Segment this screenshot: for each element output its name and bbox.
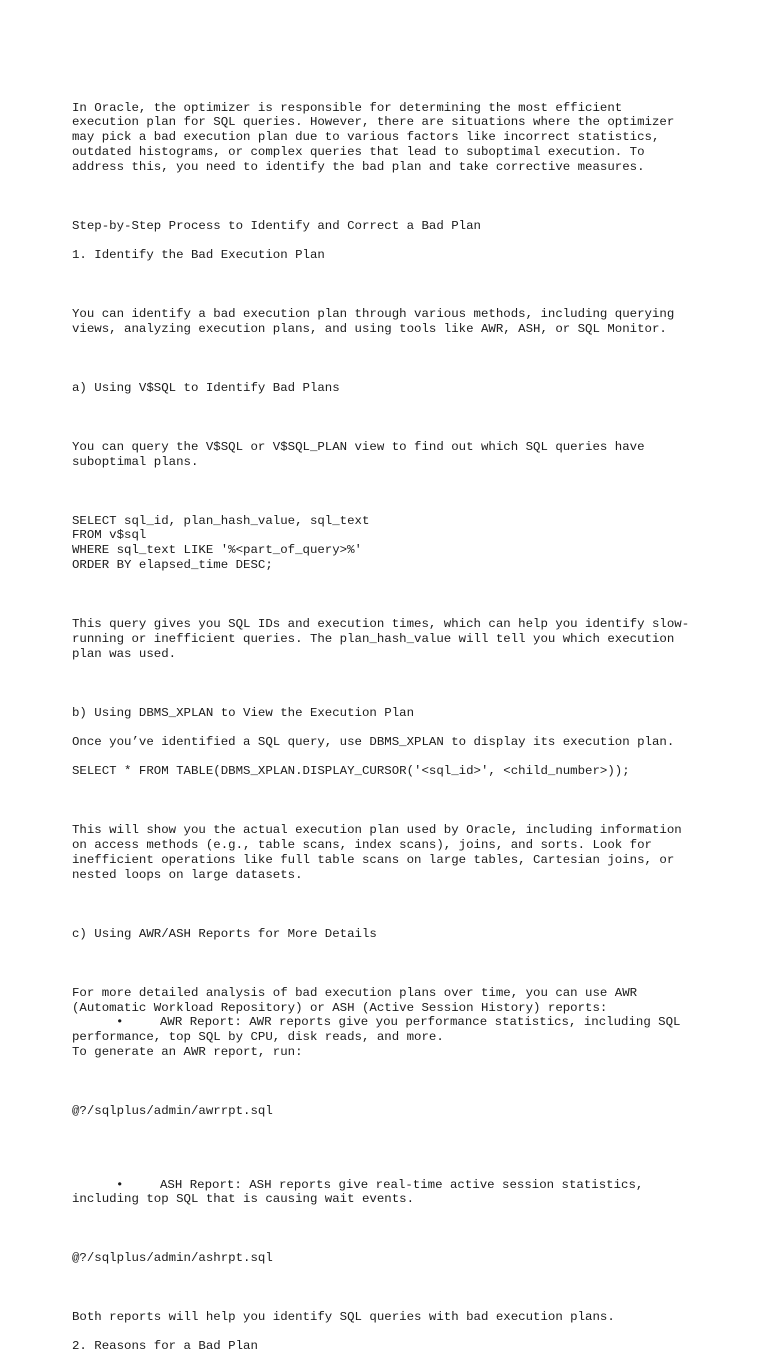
spacer (72, 1133, 722, 1148)
text-line: address this, you need to identify the bad plan and take corrective measures. (72, 159, 645, 174)
ash-command: @?/sqlplus/admin/ashrpt.sql (72, 1251, 273, 1266)
bullet-text: ASH Report: ASH reports give real-time active session statistics, (160, 1177, 644, 1192)
reports-summary: Both reports will help you identify SQL queries with bad execution plans. (72, 1310, 615, 1325)
text-line: In Oracle, the optimizer is responsible for determining the most efficient (72, 100, 623, 115)
intro-paragraph (72, 71, 722, 204)
awr-bullet-line (72, 1015, 722, 1030)
process-heading: Step-by-Step Process to Identify and Correct a Bad Plan (72, 218, 481, 233)
section1-heading: 1. Identify the Bad Execution Plan (72, 248, 325, 263)
bullet-icon: • (116, 1177, 124, 1192)
text-line: execution plan for SQL queries. However, there are situations where the optimizer (72, 115, 675, 130)
awr-command: @?/sqlplus/admin/awrrpt.sql (72, 1103, 273, 1118)
text-line: To generate an AWR report, run: (72, 1044, 303, 1059)
text-line: This will show you the actual execution plan used by Oracle, including information (72, 823, 682, 838)
section1-intro (72, 278, 722, 367)
sub-a-explanation (72, 587, 722, 691)
text-line: nested loops on large datasets. (72, 867, 303, 882)
code-line: WHERE sql_text LIKE '%<part_of_query>%' (72, 543, 362, 558)
text-line: You can identify a bad execution plan through various methods, including querying (72, 307, 675, 322)
sub-b-code-block (72, 764, 722, 779)
spacer (72, 1281, 722, 1310)
sub-b-heading: b) Using DBMS_XPLAN to View the Execution Plan (72, 705, 415, 720)
text-line: suboptimal plans. (72, 454, 199, 469)
sub-a-intro (72, 410, 722, 499)
bullet-text: AWR Report: AWR reports give you performance statistics, including SQL (160, 1015, 681, 1030)
text-line: For more detailed analysis of bad execution plans over time, you can use AWR (72, 985, 638, 1000)
sub-c-intro-and-awr (72, 956, 722, 1089)
text-line: (Automatic Workload Repository) or ASH (Active Session History) reports: (72, 1000, 608, 1015)
ash-bullet-line (72, 1178, 722, 1193)
code-line: ORDER BY elapsed_time DESC; (72, 558, 273, 573)
text-line: plan was used. (72, 646, 177, 661)
text-line: You can query the V$SQL or V$SQL_PLAN view to find out which SQL queries have (72, 439, 645, 454)
text-line: running or inefficient queries. The plan_hash_value will tell you which execution (72, 631, 675, 646)
code-line: SELECT sql_id, plan_hash_value, sql_text (72, 513, 370, 528)
sub-b-explanation (72, 794, 722, 912)
code-line: SELECT * FROM TABLE(DBMS_XPLAN.DISPLAY_CURSOR('<sql_id>', <child_number>)); (72, 764, 630, 779)
text-line: on access methods (e.g., table scans, index scans), joins, and sorts. Look for (72, 838, 652, 853)
text-line: including top SQL that is causing wait events. (72, 1192, 415, 1207)
sub-a-heading: a) Using V$SQL to Identify Bad Plans (72, 380, 340, 395)
section2-heading: 2. Reasons for a Bad Plan (72, 1339, 258, 1354)
text-line: outdated histograms, or complex queries that lead to suboptimal execution. To (72, 144, 645, 159)
sub-c-heading: c) Using AWR/ASH Reports for More Details (72, 926, 377, 941)
code-line: FROM v$sql (72, 528, 147, 543)
document-page (72, 71, 722, 1369)
text-line: This query gives you SQL IDs and execution times, which can help you identify slow- (72, 617, 690, 632)
text-line: may pick a bad execution plan due to various factors like incorrect statistics, (72, 130, 660, 145)
text-line: performance, top SQL by CPU, disk reads, and more. (72, 1030, 444, 1045)
text-line: inefficient operations like full table scans on large tables, Cartesian joins, or (72, 853, 675, 867)
bullet-icon: • (116, 1015, 124, 1030)
ash-bullet (72, 1148, 722, 1237)
sub-b-intro: Once you’ve identified a SQL query, use DBMS_XPLAN to display its execution plan. (72, 735, 675, 750)
sub-a-code-block (72, 514, 722, 573)
text-line: views, analyzing execution plans, and using tools like AWR, ASH, or SQL Monitor. (72, 321, 667, 336)
